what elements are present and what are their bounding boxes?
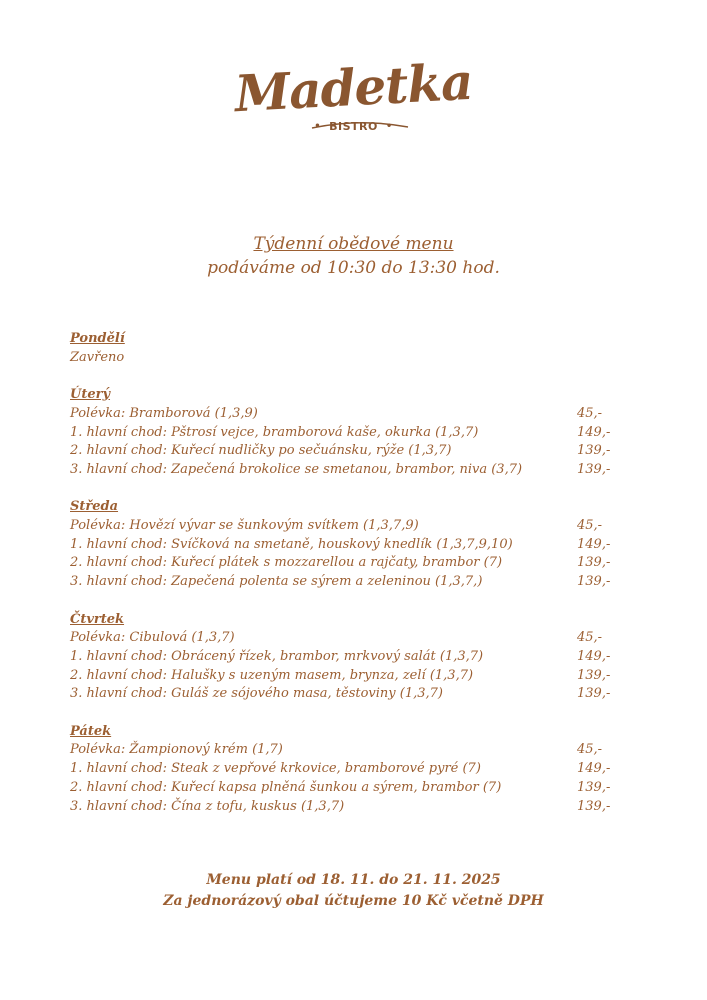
- dish-name: 3. hlavní chod: Zapečená brokolice se smetanou, brambor, niva (3,7): [70, 461, 523, 477]
- day-section: [70, 386, 630, 480]
- dish-name: Polévka: Hovězí vývar se šunkovým svítkem (1,3,7,9): [70, 518, 419, 533]
- dish-name: Polévka: Žampionový krém (1,7): [70, 742, 283, 758]
- dish-price: 139,-: [577, 574, 611, 590]
- dish-name: 1. hlavní chod: Steak z vepřové krkovice, bramborové pyré (7): [70, 761, 481, 777]
- serving-hours: podáváme od 10:30 do 13:30 hod.: [207, 258, 500, 278]
- dish-name: 2. hlavní chod: Kuřecí kapsa plněná šunkou a sýrem, brambor (7): [70, 779, 502, 795]
- dish-name: Polévka: Bramborová (1,3,9): [70, 405, 258, 421]
- menu-item: [70, 798, 630, 817]
- packaging-note: Za jednorázový obal účtujeme 10 Kč včetně DPH: [163, 893, 544, 909]
- day-name: Úterý: [70, 387, 111, 403]
- dish-name: 2. hlavní chod: Kuřecí nudličky po sečuánsku, rýže (1,3,7): [70, 443, 452, 459]
- dish-price: 45,-: [577, 518, 603, 533]
- menu-item: [70, 779, 630, 798]
- dish-price: 139,-: [577, 443, 611, 459]
- logo-subtitle: BISTRO: [329, 120, 378, 133]
- menu-item: [70, 667, 630, 686]
- menu-item: [70, 573, 630, 592]
- logo-wordmark: Madetka: [233, 51, 474, 124]
- logo-swash-icon: [310, 120, 410, 130]
- dish-price: 45,-: [577, 630, 603, 646]
- menu-item: [70, 405, 630, 424]
- dish-name: 1. hlavní chod: Obrácený řízek, brambor, mrkvový salát (1,3,7): [70, 648, 484, 664]
- dish-price: 149,-: [577, 761, 611, 777]
- dish-price: 149,-: [577, 648, 611, 664]
- dish-name: 1. hlavní chod: Svíčková na smetaně, houskový knedlík (1,3,7,9,10): [70, 536, 513, 552]
- dish-price: 139,-: [577, 686, 611, 702]
- menu-item: [70, 648, 630, 667]
- menu-item: [70, 685, 630, 704]
- dish-name: 3. hlavní chod: Guláš ze sójového masa, těstoviny (1,3,7): [70, 686, 443, 702]
- dish-name: Zavřeno: [70, 349, 125, 365]
- menu-item: [70, 461, 630, 480]
- dish-price: 139,-: [577, 461, 611, 477]
- menu-item: [70, 629, 630, 648]
- dish-price: 149,-: [577, 536, 611, 552]
- dish-name: 3. hlavní chod: Čína z tofu, kuskus (1,3,7): [70, 798, 345, 814]
- menu-item: [70, 536, 630, 555]
- menu-item: [70, 760, 630, 779]
- menu-item: [70, 349, 630, 368]
- dish-name: 1. hlavní chod: Pštrosí vejce, bramborová kaše, okurka (1,3,7): [70, 424, 479, 440]
- dish-price: 139,-: [577, 555, 611, 571]
- dish-name: Polévka: Cibulová (1,3,7): [70, 630, 235, 646]
- dish-name: 2. hlavní chod: Halušky s uzeným masem, brynza, zelí (1,3,7): [70, 667, 474, 683]
- day-section: [70, 611, 630, 705]
- menu-item: [70, 517, 630, 536]
- dish-price: 139,-: [577, 798, 611, 814]
- weekly-menu: [70, 330, 630, 835]
- day-section: [70, 723, 630, 817]
- day-name: Pátek: [70, 723, 112, 739]
- day-name: Pondělí: [70, 331, 125, 346]
- day-section: [70, 498, 630, 592]
- dish-price: 139,-: [577, 779, 611, 795]
- day-name: Středa: [70, 499, 119, 515]
- menu-item: [70, 424, 630, 443]
- menu-item: [70, 554, 630, 573]
- dish-price: 139,-: [577, 667, 611, 683]
- dish-name: 3. hlavní chod: Zapečená polenta se sýrem a zeleninou (1,3,7,): [70, 574, 483, 590]
- day-section: [70, 330, 630, 367]
- dot-icon: •: [385, 121, 393, 132]
- dish-name: 2. hlavní chod: Kuřecí plátek s mozzarellou a rajčaty, brambor (7): [70, 555, 503, 571]
- dot-icon: •: [314, 121, 322, 132]
- menu-item: [70, 741, 630, 760]
- menu-item: [70, 442, 630, 461]
- dish-price: 45,-: [577, 742, 603, 758]
- dish-price: 45,-: [577, 405, 603, 421]
- menu-validity: Menu platí od 18. 11. do 21. 11. 2025: [206, 872, 501, 888]
- logo: [0, 51, 707, 158]
- menu-title: Týdenní obědové menu: [253, 234, 454, 254]
- day-name: Čtvrtek: [70, 611, 125, 627]
- dish-price: 149,-: [577, 424, 611, 440]
